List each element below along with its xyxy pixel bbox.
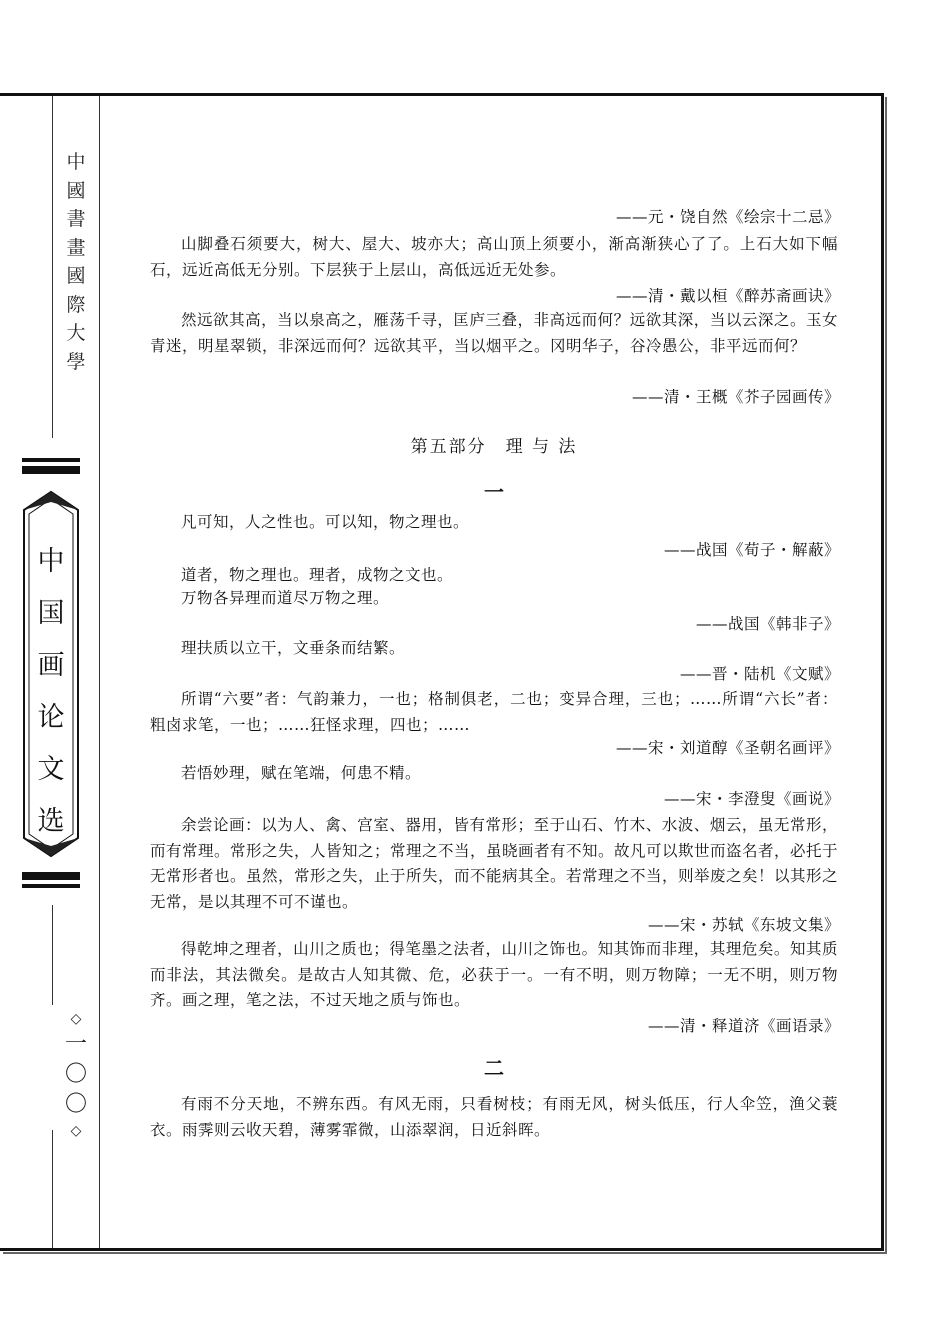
source-citation: ——晋・陆机《文赋》 <box>679 665 840 683</box>
quote-paragraph: 道者，物之理也。理者，成物之文也。 <box>181 566 454 584</box>
quote-paragraph: 然远欲其高，当以泉高之，雁荡千寻，匡庐三叠，非高远而何？远欲其深，当以云深之。玉女青迷，明星翠锁，非深远而何？远欲其平，当以烟平之。冈明华子，谷冷愚公，非平远而何？ <box>150 311 838 355</box>
page-number <box>60 1008 92 1142</box>
university-char: 國 <box>66 265 86 287</box>
book-title <box>20 536 82 848</box>
spine-rule-bottom <box>52 1130 53 1248</box>
diamond-icon: ◇ <box>70 1123 82 1139</box>
spine-divider <box>99 96 100 1248</box>
university-char: 大 <box>66 322 86 344</box>
page-frame-shadow-bottom <box>3 1252 887 1254</box>
quote-paragraph: 得乾坤之理者，山川之质也；得笔墨之法者，山川之饰也。知其饰而非理，其理危矣。知其质而非法，其法微矣。是故古人知其微、危，必获于一。一有不明，则万物障；一无不明，则万物齐。画之理，笔之法，不过天地之质与饰也。 <box>150 940 838 1009</box>
university-char: 中 <box>66 151 86 173</box>
university-char: 學 <box>66 350 86 373</box>
spine-rule-middle <box>52 905 53 1005</box>
page-frame-top <box>0 93 884 96</box>
source-citation: ——清・释道济《画语录》 <box>647 1017 840 1035</box>
source-citation: ——战国《荀子・解蔽》 <box>663 541 840 559</box>
part-heading: 第五部分 理 与 法 <box>410 437 578 457</box>
book-title-char: 论 <box>37 702 65 733</box>
book-title-char: 选 <box>37 806 65 837</box>
page-number-digit: 一 <box>64 1032 87 1057</box>
page-number-digit: 〇 <box>64 1092 87 1117</box>
band-top-thin <box>22 458 80 462</box>
source-citation: ——元・饶自然《绘宗十二忌》 <box>615 208 840 226</box>
university-char: 書 <box>66 208 86 230</box>
quote-paragraph: 凡可知，人之性也。可以知，物之理也。 <box>181 513 470 531</box>
quote-paragraph: 若悟妙理，赋在笔端，何患不精。 <box>181 764 422 782</box>
book-title-char: 画 <box>37 650 65 681</box>
section-number: 一 <box>484 480 504 504</box>
source-citation: ——宋・刘道醇《圣朝名画评》 <box>615 739 840 757</box>
university-char: 際 <box>66 293 86 316</box>
university-name <box>62 148 90 376</box>
source-citation: ——战国《韩非子》 <box>695 615 840 633</box>
source-citation: ——清・王概《芥子园画传》 <box>631 388 840 406</box>
quote-paragraph: 有雨不分天地，不辨东西。有风无雨，只看树枝；有雨无风，树头低压，行人伞笠，渔父蓑衣。雨霁则云收天碧，薄雾霏微，山添翠润，日近斜晖。 <box>150 1095 838 1139</box>
book-title-char: 国 <box>37 598 65 629</box>
spine-rule-top <box>52 96 53 438</box>
quote-paragraph: 余尝论画：以为人、禽、宫室、器用，皆有常形；至于山石、竹木、水波、烟云，虽无常形，而有常理。常形之失，人皆知之；常理之不当，虽晓画者有不知。故凡可以欺世而盗名者，必托于无常形者也。虽然，常形之失，止于所失，而不能病其全。若常理之不当，则举废之矣！以其形之无常，是以其理不可不谨也。 <box>150 816 839 911</box>
quote-paragraph: 所谓“六要”者：气韵兼力，一也；格制俱老，二也；变异合理，三也；……所谓“六长”者：粗卤求笔，一也；……狂怪求理，四也；…… <box>150 690 838 734</box>
source-citation: ——宋・李澄叟《画说》 <box>663 790 840 808</box>
section-number: 二 <box>484 1056 504 1080</box>
diamond-icon: ◇ <box>70 1011 82 1027</box>
page-frame-bottom <box>0 1248 884 1251</box>
source-citation: ——清・戴以桓《醉苏斋画诀》 <box>615 287 840 305</box>
band-bottom-thin <box>22 884 80 888</box>
page-number-digit: 〇 <box>64 1062 87 1087</box>
page-frame-shadow-right <box>885 97 887 1254</box>
quote-paragraph: 万物各异理而道尽万物之理。 <box>181 589 390 607</box>
university-char: 畫 <box>66 236 86 259</box>
page-frame-right <box>881 93 884 1251</box>
band-top-thick <box>22 466 80 474</box>
quote-paragraph: 山脚叠石须要大，树大、屋大、坡亦大；高山顶上须要小，渐高渐狭心了了。上石大如下幅石，远近高低无分别。下层狭于上层山，高低远近无处参。 <box>150 235 838 279</box>
book-title-box <box>20 488 82 860</box>
quote-paragraph: 理扶质以立干，文垂条而结繁。 <box>181 639 406 657</box>
book-title-char: 文 <box>37 754 65 785</box>
source-citation: ——宋・苏轼《东坡文集》 <box>647 916 840 934</box>
book-title-char: 中 <box>37 546 65 577</box>
university-char: 國 <box>66 179 86 202</box>
band-bottom-thick <box>22 872 80 880</box>
